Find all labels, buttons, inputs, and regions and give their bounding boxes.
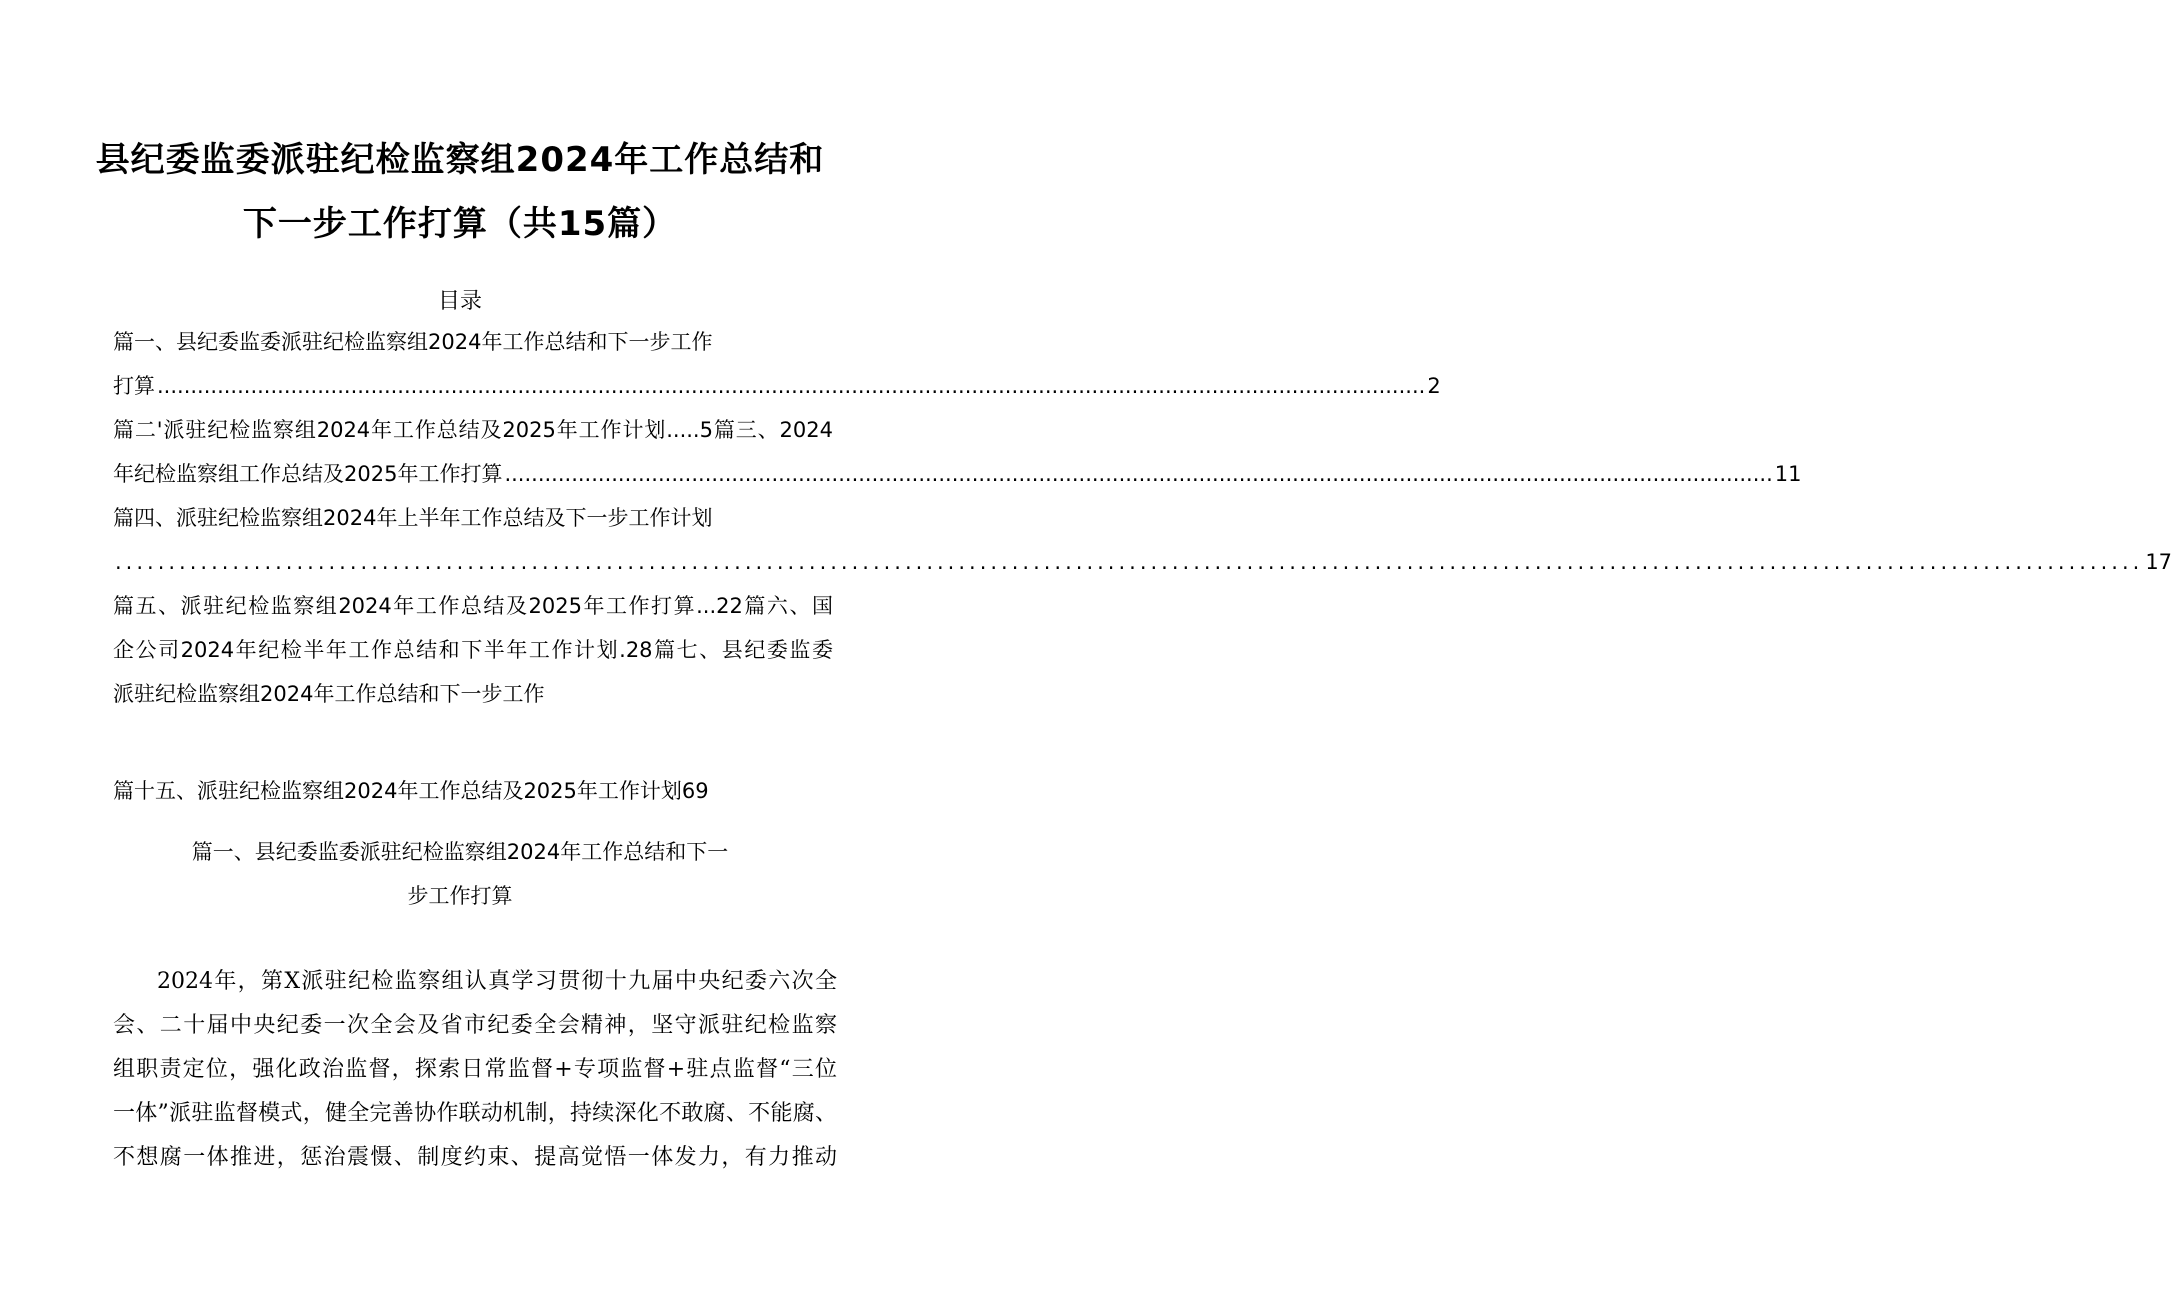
toc-line-2 bbox=[113, 370, 1441, 402]
body-line-1: 2024年，第X派驻纪检监察组认真学习贯彻十九届中央纪委六次全 bbox=[157, 969, 837, 994]
document-title-line-2: 下一步工作打算（共15篇） bbox=[242, 204, 678, 244]
toc-leader-dots: .............................................................................................................................................................................................. bbox=[115, 550, 2144, 574]
toc-line-10: 篇十五、派驻纪检监察组2024年工作总结及2025年工作计划69 bbox=[113, 779, 709, 803]
body-line-2: 会、二十届中央纪委一次全会及省市纪委全会精神，坚守派驻纪检监察 bbox=[113, 1013, 837, 1038]
body-line-3: 组职责定位，强化政治监督，探索日常监督+专项监督+驻点监督“三位 bbox=[113, 1057, 837, 1082]
toc-page-number: 11 bbox=[1774, 462, 1802, 486]
toc-line-9: 派驻纪检监察组2024年工作总结和下一步工作 bbox=[113, 682, 545, 706]
toc-page-number: 17 bbox=[2145, 550, 2172, 574]
toc-line-6 bbox=[113, 546, 2172, 578]
document-title-line-1: 县纪委监委派驻纪检监察组2024年工作总结和 bbox=[95, 140, 825, 180]
toc-entry-text: 打算 bbox=[113, 374, 155, 398]
toc-line-1: 篇一、县纪委监委派驻纪检监察组2024年工作总结和下一步工作 bbox=[113, 330, 713, 354]
toc-page-number: 2 bbox=[1427, 374, 1441, 398]
toc-line-5: 篇四、派驻纪检监察组2024年上半年工作总结及下一步工作计划 bbox=[113, 506, 713, 530]
toc-line-4 bbox=[113, 458, 1802, 490]
body-line-4: 一体”派驻监督模式，健全完善协作联动机制，持续深化不敢腐、不能腐、 bbox=[113, 1101, 837, 1126]
toc-leader-dots: .............................................................................................................................................................................................. bbox=[504, 462, 1773, 486]
toc-entry-text: 年纪检监察组工作总结及2025年工作打算 bbox=[113, 462, 503, 486]
section-title-line-2: 步工作打算 bbox=[407, 884, 513, 908]
toc-leader-dots: .............................................................................................................................................................................................. bbox=[157, 374, 1426, 398]
body-line-5: 不想腐一体推进，惩治震慑、制度约束、提高觉悟一体发力，有力推动 bbox=[113, 1145, 837, 1170]
toc-line-3: 篇二'派驻纪检监察组2024年工作总结及2025年工作计划.....5篇三、2024 bbox=[113, 418, 833, 442]
toc-line-8: 企公司2024年纪检半年工作总结和下半年工作计划.28篇七、县纪委监委 bbox=[113, 638, 833, 662]
toc-heading: 目录 bbox=[437, 289, 482, 314]
toc-line-7: 篇五、派驻纪检监察组2024年工作总结及2025年工作打算...22篇六、国 bbox=[113, 594, 833, 618]
section-title-line-1: 篇一、县纪委监委派驻纪检监察组2024年工作总结和下一 bbox=[191, 840, 729, 864]
